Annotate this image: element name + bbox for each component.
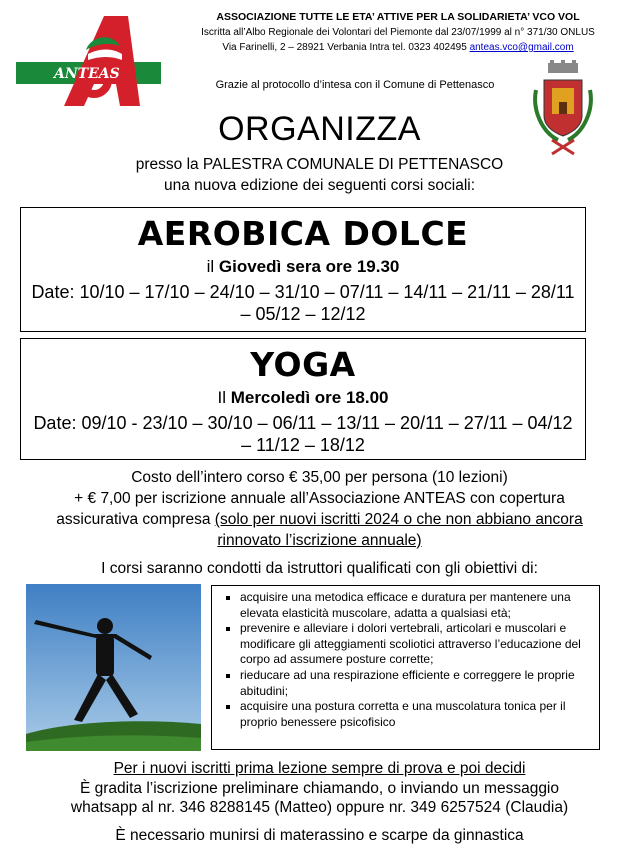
- course-dates: Date: 09/10 - 23/10 – 30/10 – 06/11 – 13/11 – 20/11 – 27/11 – 04/12 – 11/12 – 18/12: [33, 413, 573, 455]
- header-block: [168, 10, 628, 55]
- yoga-photo: [26, 584, 201, 751]
- objectives-box: [211, 585, 600, 750]
- course-title: YOGA: [250, 345, 356, 384]
- address-line: Via Farinelli, 2 – 28921 Verbania Intra tel. 0323 402495 anteas.vco@gmail.com: [222, 42, 574, 53]
- intro-text: presso la PALESTRA COMUNALE DI PETTENASCO una nuova edizione dei seguenti corsi sociali:: [135, 156, 504, 194]
- new-members-info: Per i nuovi iscritti prima lezione sempre di prova e poi decidi È gradita l’iscrizione preliminare chiamando, o inviando un messaggio whatsapp al nr. 346 8288145 (Matteo) oppure nr. 349 6257524 (Claudia): [70, 760, 569, 816]
- page-title: ORGANIZZA: [218, 110, 421, 148]
- list-item: ▪ acquisire una postura corretta e una muscolatura tonica per il proprio benessere psicofisico: [240, 699, 593, 730]
- objectives-list: [222, 590, 593, 730]
- course-dates: Date: 10/10 – 17/10 – 24/10 – 31/10 – 07/11 – 14/11 – 21/11 – 28/11 – 05/12 – 12/12: [31, 282, 575, 324]
- list-item: ▪ prevenire e alleviare i dolori vertebrali, articolari e muscolari e modificare gli atteggiamenti scoliotici attraverso l’educazione del corpo ad assumere posture corrette;: [240, 621, 593, 668]
- protocol-note: Grazie al protocollo d’intesa con il Comune di Pettenasco: [215, 79, 495, 91]
- list-item: ▪ rieducare ad una respirazione efficiente e correggere le proprie abitudini;: [240, 668, 593, 699]
- course-box-aerobica: [20, 207, 586, 332]
- list-item: ▪ acquisire una metodica efficace e duratura per mantenere una elevata elasticità muscolare, adatta a qualsiasi età;: [240, 590, 593, 621]
- cost-info: Costo dell’intero corso € 35,00 per persona (10 lezioni) + € 7,00 per iscrizione annuale all’Associazione ANTEAS con copertura assicurativa compresa (solo per nuovi iscritti 2024 o che non abbiano ancora rinnovato l’iscrizione annuale): [56, 469, 583, 549]
- organization-name: ASSOCIAZIONE TUTTE LE ETA’ ATTIVE PER LA SOLIDARIETA’ VCO VOL: [216, 11, 580, 23]
- anteas-logo: [16, 10, 161, 108]
- objectives-intro: I corsi saranno condotti da istruttori qualificati con gli obiettivi di:: [101, 560, 538, 577]
- course-schedule: il Giovedì sera ore 19.30: [206, 257, 400, 276]
- course-schedule: Il Mercoledì ore 18.00: [217, 388, 389, 407]
- email-link[interactable]: anteas.vco@gmail.com: [469, 42, 574, 53]
- registry-line: Iscritta all’Albo Regionale dei Volontari del Piemonte dal 23/07/1999 al n° 371/30 ONLUS: [201, 27, 595, 38]
- logo-text: ANTEAS: [54, 66, 120, 82]
- course-title: AEROBICA DOLCE: [137, 214, 469, 253]
- equipment-note: È necessario munirsi di materassino e scarpe da ginnastica: [115, 827, 524, 844]
- course-box-yoga: [20, 338, 586, 460]
